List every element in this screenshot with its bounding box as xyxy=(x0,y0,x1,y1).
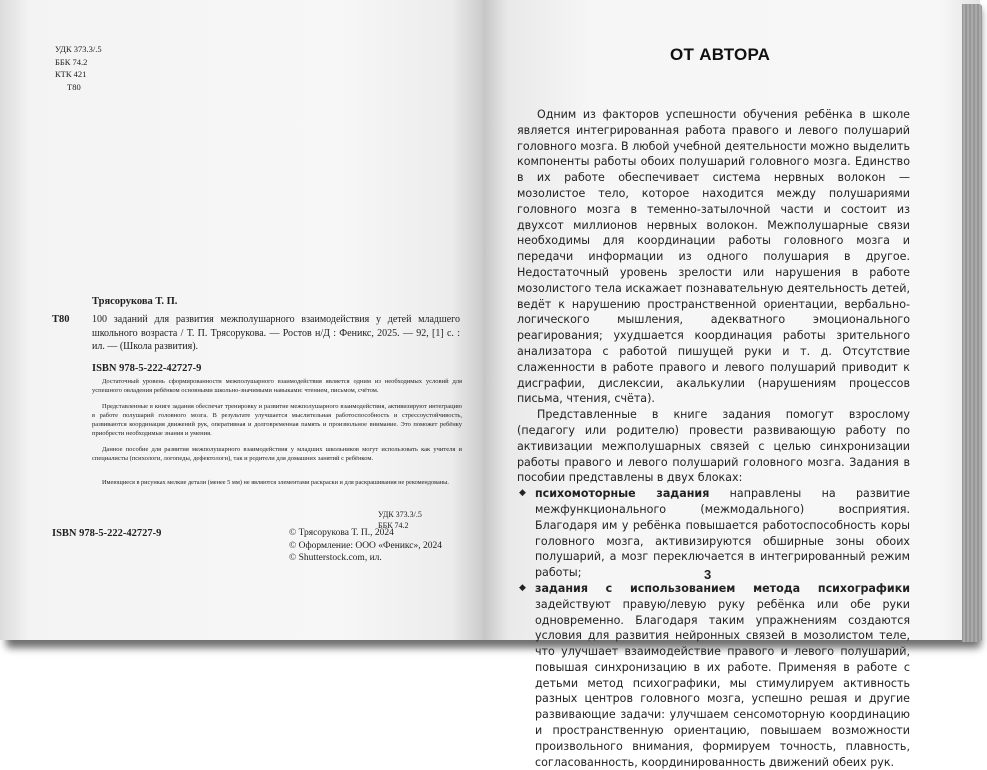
preface-text xyxy=(517,107,910,770)
annotation xyxy=(92,377,462,463)
page-stack-edge xyxy=(962,4,982,642)
annotation-paragraph: Представленные в книге задания обеспечат тренировку и развитие межполушарного взаимодействия, активизируют интеграцию в работе полушарий головного мозга. В результате улучшается мыслительная работоспособность и стрессоустойчивость, развиваются координация движений рук, оперативная и долговременная память и произвольное внимание. Это поможет ребёнку приобрести необходимые знания и умения. xyxy=(92,402,462,438)
page-heading: ОТ АВТОРА xyxy=(670,45,771,64)
copyright-line: © Оформление: ООО «Феникс», 2024 xyxy=(289,540,443,551)
list-item-title: задания с использованием метода психографики xyxy=(535,581,910,595)
catalog-description: 100 заданий для развития межполушарного взаимодействия у детей младшего школьного возраста / Т. П. Трясорукова. — Ростов н/Д : Феникс, 2025. — 92, [1] с. : ил. — (Школа развития). xyxy=(92,314,460,352)
list-item-text: направлены на развитие межфункционального (межмодального) восприятия. Благодаря им у ребёнка повышается работоспособность коры головного мозга, активизируются обширные зоны обоих полушарий, а мозг переключается в интегрированный режим работы; xyxy=(535,487,910,580)
task-blocks-list xyxy=(517,486,910,770)
annotation-paragraph: Данное пособие для развития межполушарного взаимодействия у младших школьников могут использовать как учителя и специалисты (психологи, логопеды, дефектологи), так и родители для домашних занятий с ребёнком. xyxy=(92,445,462,463)
list-item xyxy=(519,581,910,770)
bbk-code: ББК 74.2 xyxy=(55,56,88,67)
illustration-note: Имеющиеся в рисунках мелкие детали (менее 5 мм) не являются элементами раскраски и для раскрашивания не рекомендованы. xyxy=(102,479,449,486)
diamond-bullet-icon: ◆ xyxy=(519,488,526,499)
copyright-line: © Трясорукова Т. П., 2024 xyxy=(289,528,394,538)
page-number: 3 xyxy=(704,567,712,582)
copyright-line: © Shutterstock.com, ил. xyxy=(289,553,382,563)
classification-codes xyxy=(55,43,102,93)
isbn-bottom: ISBN 978-5-222-42727-9 xyxy=(52,528,162,539)
list-item-text: задействуют правую/левую руку ребёнка или обе руки одновременно. Благодаря таким упражнениям создаются условия для развития нейронных связей в мозолистом теле, что улучшает взаимодействие правого и левого полушарий, повышая синхронизацию в их работе. Применяя в работе с детьми метод психографики, мы стимулируем активность разных центров головного мозга, успешно решая и другие развивающие задачи: улучшаем сенсомоторную координацию и пространственную ориентацию, повышаем возможности произвольного внимания, формируем точность, плавность, согласованность, координированность движений обеих рук. xyxy=(535,597,910,769)
list-item-title: психомоторные задания xyxy=(535,487,710,501)
list-item xyxy=(519,486,910,581)
catalog-author: Трясорукова Т. П. xyxy=(92,296,178,307)
isbn-top: ISBN 978-5-222-42727-9 xyxy=(92,363,202,374)
diamond-bullet-icon: ◆ xyxy=(519,582,526,593)
left-page xyxy=(0,0,485,640)
udk-bottom-line: УДК 373.3/.5 xyxy=(378,510,422,519)
preface-paragraph: Представленные в книге задания помогут взрослому (педагогу или родителю) провести развивающую работу по активизации межполушарных связей с целью синхронизации работы правого и левого полушарий головного мозга. Задания в пособии представлены в двух блоках: xyxy=(517,408,910,485)
ktk-code: КТК 421 xyxy=(55,69,87,79)
preface-paragraph: Одним из факторов успешности обучения ребёнка в школе является интегрированная работа правого и левого полушарий головного мозга. В любой учебной деятельности можно выделить компоненты работы обоих полушарий головного мозга. Единство в их работе обеспечивает система нервных волокон — мозолистое тело, которое находится между полушариями головного мозга в теменно-затылочной части и состоит из двухсот миллионов нервных волокон. Межполушарные связи необходимы для координации работы головного мозга и передачи информации из одного полушария в другое. Недостаточный уровень зрелости или нарушения в работе мозолистого тела искажает познавательную деятельность детей, ведёт к нарушению пространственной ориентации, вербально-логического мышления, адекватного эмоционального реагирования; ухудшается координация работы зрительного анализатора с работой пишущей руки и т. д. Отсутствие слаженности в работе правого и левого полушарий приводит к дисграфии, дислексии, акалькулии (нарушениям процессов письма, чтения, счёта). xyxy=(517,108,910,406)
annotation-paragraph: Достаточный уровень сформированности межполушарного взаимодействия является одним из необходимых условий для успешного овладения ребёнком основными школьно-значимыми навыками: чтением, письмом, счётом. xyxy=(92,378,462,395)
copyright-block xyxy=(289,527,442,565)
bbk-bottom-line: ББК 74.2 xyxy=(378,521,409,530)
catalog-code: Т80 xyxy=(52,314,70,325)
udk-code: УДК 373.3/.5 xyxy=(55,44,102,54)
author-sign: Т80 xyxy=(67,81,81,92)
